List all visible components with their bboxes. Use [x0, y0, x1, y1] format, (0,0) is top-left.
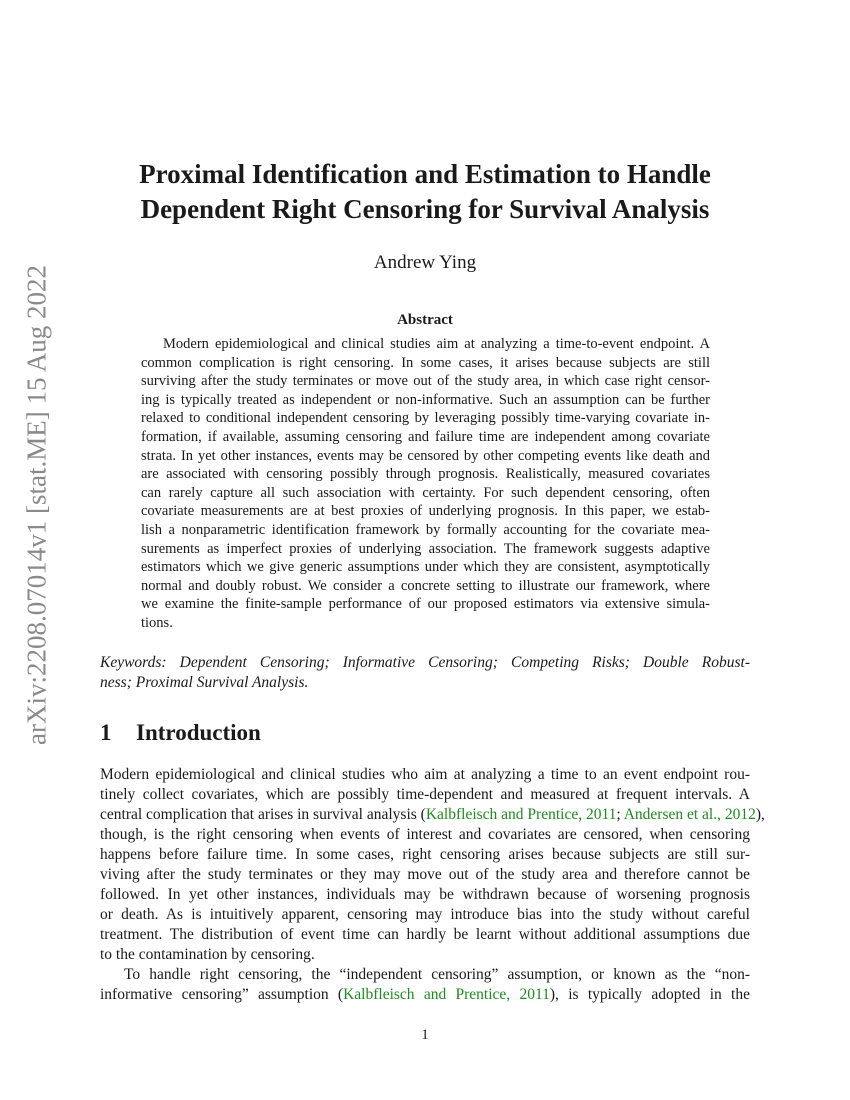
introduction-body	[100, 765, 765, 1005]
intro-line: or death. As is intuitively apparent, censoring may introduce bias into the study without careful	[100, 906, 750, 923]
title-line-1: Proximal Identification and Estimation to Handle	[139, 159, 711, 189]
abstract-line: strata. In yet other instances, events may be censored by other competing events like death and	[141, 447, 710, 464]
section-heading-introduction	[100, 720, 261, 746]
abstract-line: Modern epidemiological and clinical studies aim at analyzing a time-to-event endpoint. A	[163, 336, 710, 352]
citation-link-kalbfleisch[interactable]: Kalbfleisch and Prentice, 2011	[425, 806, 617, 823]
intro-line: though, is the right censoring when events of interest and covariates are censored, when censoring	[100, 826, 750, 843]
keywords	[100, 653, 750, 693]
abstract-line: surements as imperfect proxies of underlying association. The framework suggests adaptive	[141, 540, 710, 557]
intro-line: to the contamination by censoring.	[100, 946, 315, 963]
intro-line: Modern epidemiological and clinical studies who aim at analyzing a time to an event endpoint rou-	[100, 766, 750, 783]
author-name: Andrew Ying	[373, 252, 477, 273]
abstract-line: lish a nonparametric identification framework by formally accounting for the covariate mea-	[141, 521, 710, 538]
page-number: 1	[421, 1027, 429, 1043]
abstract-heading: Abstract	[397, 312, 453, 328]
abstract-line: tions.	[141, 614, 173, 631]
abstract-line: formation, if available, assuming censoring and failure time are independent among covariate	[141, 428, 710, 445]
abstract-line: are associated with censoring possibly through prognosis. Realistically, measured covariates	[141, 466, 710, 483]
section-number: 1	[100, 720, 112, 745]
intro-text: ), is typically adopted in the	[549, 986, 750, 1003]
section-title: Introduction	[136, 720, 261, 745]
citation-separator: ;	[616, 806, 624, 823]
intro-line: viving after the study terminates or they may move out of the study area and therefore cannot be	[100, 866, 750, 883]
intro-text: central complication that arises in survival analysis (	[100, 806, 426, 823]
arxiv-sidebar	[17, 225, 57, 785]
intro-line: happens before failure time. In some cases, right censoring arises because subjects are still sur-	[100, 846, 750, 863]
abstract-body	[141, 335, 710, 633]
abstract-line: normal and doubly robust. We consider a concrete setting to illustrate our framework, where	[141, 577, 710, 594]
arxiv-identifier: arXiv:2208.07014v1 [stat.ME] 15 Aug 2022	[21, 265, 52, 745]
citation-link-andersen[interactable]: Andersen et al., 2012	[623, 806, 756, 823]
abstract-line: ing is typically treated as independent or non-informative. Such an assumption can be further	[141, 391, 710, 408]
intro-line: To handle right censoring, the “independent censoring” assumption, or known as the “non-	[124, 966, 750, 983]
abstract-line: can rarely capture all such association with certainty. For such dependent censoring, often	[141, 484, 710, 501]
abstract-line: estimators which we give generic assumptions under which they are consistent, asymptotically	[141, 559, 710, 576]
abstract-line: common complication is right censoring. In some cases, it arises because subjects are still	[141, 354, 710, 371]
abstract-line: surviving after the study terminates or move out of the study area, in which case right censor-	[141, 373, 710, 390]
title-line-2: Dependent Right Censoring for Survival Analysis	[140, 194, 710, 224]
intro-line: followed. In yet other instances, individuals may be withdrawn because of worsening prognosis	[100, 886, 750, 903]
intro-line-with-citation	[100, 985, 750, 1005]
intro-line-with-citations	[100, 805, 765, 825]
intro-line: tinely collect covariates, which are possibly time-dependent and measured at frequent intervals. A	[100, 786, 750, 803]
intro-line: treatment. The distribution of event time can hardly be learnt without additional assumptions due	[100, 926, 750, 943]
keywords-line-1: Keywords: Dependent Censoring; Informative Censoring; Competing Risks; Double Robust-	[100, 654, 750, 671]
intro-text: ),	[755, 806, 765, 823]
abstract-line: covariate measurements are at best proxies of underlying prognosis. In this paper, we estab-	[141, 503, 710, 520]
paper-title	[100, 157, 750, 227]
abstract-line: we examine the finite-sample performance of our proposed estimators via extensive simula-	[141, 596, 710, 613]
intro-text: informative censoring” assumption (	[100, 986, 344, 1003]
keywords-line-2: ness; Proximal Survival Analysis.	[100, 674, 309, 691]
abstract-line: relaxed to conditional independent censoring by leveraging possibly time-varying covariate in-	[141, 410, 710, 427]
citation-link-kalbfleisch[interactable]: Kalbfleisch and Prentice, 2011	[343, 986, 550, 1003]
